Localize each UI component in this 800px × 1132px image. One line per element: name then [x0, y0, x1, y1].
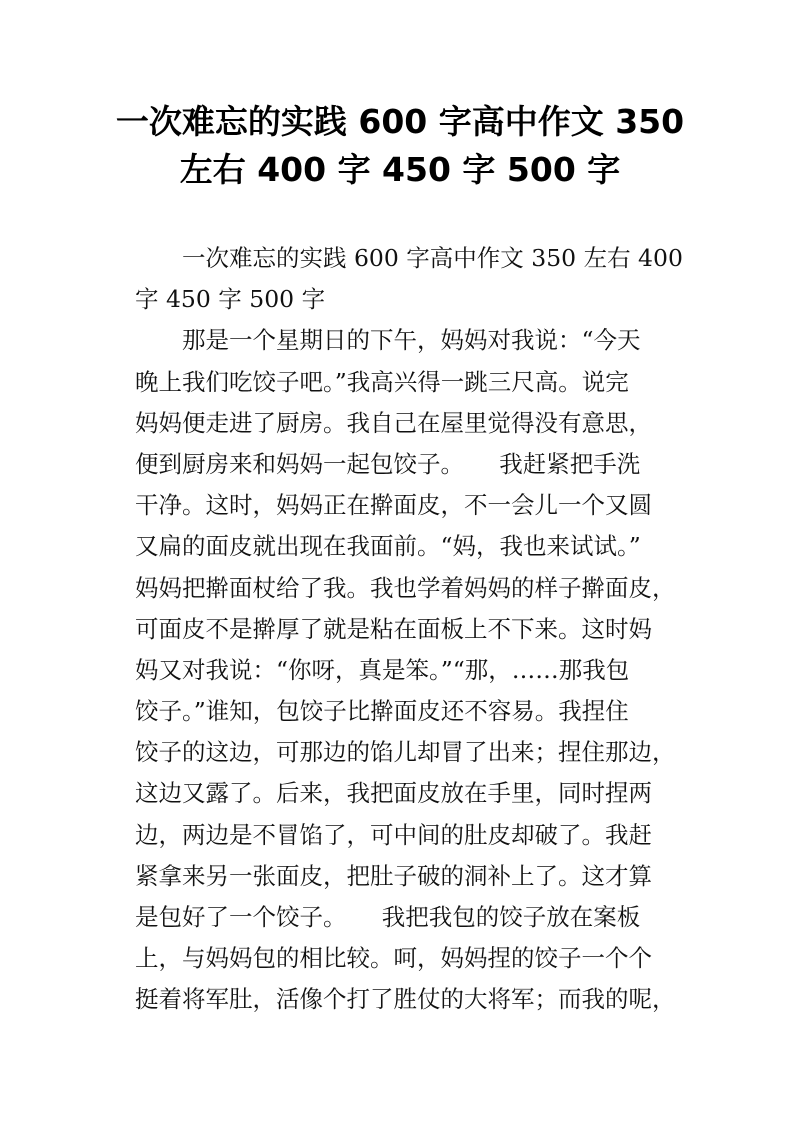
body-line: 一次难忘的实践 600 字高中作文 350 左右 400: [182, 244, 683, 272]
body-line: 干净。这时，妈妈正在擀面皮，不一会儿一个又圆: [135, 491, 652, 520]
body-line: 又扁的面皮就出现在我面前。“妈，我也来试试。”: [135, 532, 641, 561]
body-line: 晚上我们吃饺子吧。”我高兴得一跳三尺高。说完: [135, 367, 629, 396]
body-line: 饺子。”谁知，包饺子比擀面皮还不容易。我捏住: [135, 697, 629, 726]
body-line: 妈又对我说：“你呀，真是笨。”“那，……那我包: [135, 655, 630, 684]
title-line-2: 左右 400 字 450 字 500 字: [179, 150, 621, 189]
body-line: 妈妈便走进了厨房。我自己在屋里觉得没有意思，: [135, 408, 652, 437]
document-title: [100, 98, 700, 194]
body-line: 那是一个星期日的下午，妈妈对我说：“今天: [182, 326, 641, 355]
title-line-1: 一次难忘的实践 600 字高中作文 350: [115, 102, 685, 141]
body-line: 饺子的这边，可那边的馅儿却冒了出来；捏住那边，: [135, 738, 676, 767]
body-line: 可面皮不是擀厚了就是粘在面板上不下来。这时妈: [135, 614, 652, 643]
body-line: 字 450 字 500 字: [135, 285, 326, 314]
body-line: 紧拿来另一张面皮，把肚子破的洞补上了。这才算: [135, 861, 652, 890]
body-line: 妈妈把擀面杖给了我。我也学着妈妈的样子擀面皮，: [135, 573, 676, 602]
body-line: 是包好了一个饺子。 我把我包的饺子放在案板: [135, 903, 641, 931]
body-line: 便到厨房来和妈妈一起包饺子。 我赶紧把手洗: [135, 449, 641, 478]
body-line: 这边又露了。后来，我把面皮放在手里，同时捏两: [135, 779, 652, 808]
document-body: [135, 238, 683, 1021]
body-line: 边，两边是不冒馅了，可中间的肚皮却破了。我赶: [135, 820, 652, 849]
body-line: 上，与妈妈包的相比较。呵，妈妈捏的饺子一个个: [135, 944, 652, 973]
body-line: 挺着将军肚，活像个打了胜仗的大将军；而我的呢，: [135, 985, 676, 1014]
